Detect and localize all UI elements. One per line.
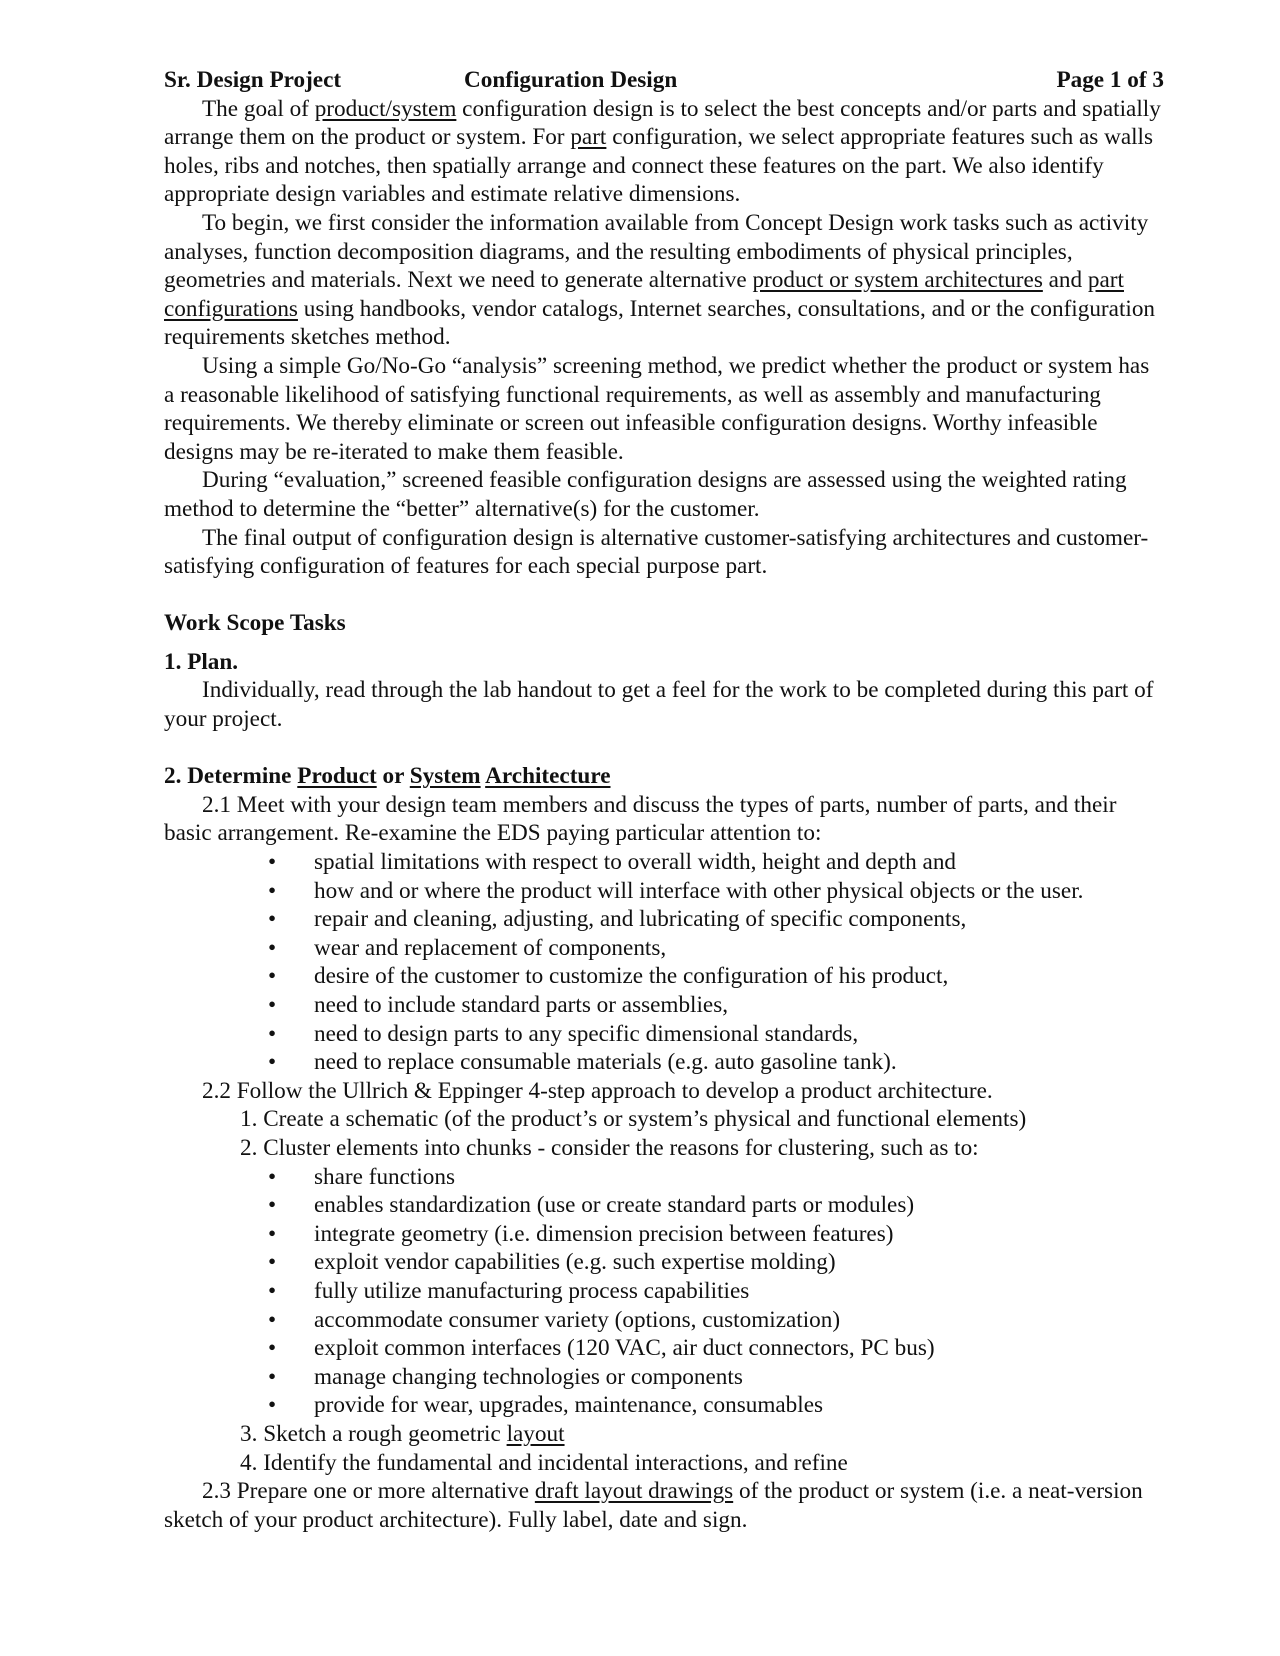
clustering-reasons-list <box>164 1163 1164 1420</box>
list-item: • provide for wear, upgrades, maintenance, consumables <box>268 1392 824 1419</box>
list-item: • desire of the customer to customize the configuration of his product, <box>268 963 949 990</box>
bullet-icon: • <box>268 906 277 933</box>
spacer <box>164 581 1164 610</box>
list-item: • share functions <box>268 1163 456 1190</box>
list-item: • manage changing technologies or components <box>268 1363 743 1390</box>
list-item: • wear and replacement of components, <box>268 934 667 961</box>
bullet-icon: • <box>268 1335 277 1362</box>
step-2-3-paragraph: 2.3 Prepare one or more alternative draft layout drawings of the product or system (i.e. a neat-version sketch of your product architecture). Fully label, date and sign. <box>164 1478 1143 1533</box>
bullet-icon: • <box>268 849 277 876</box>
intro-paragraph-2: To begin, we first consider the information available from Concept Design work tasks such as activity analyses, function decomposition diagrams, and the resulting embodiments of physical principles, geometries and materials. Next we need to generate alternative product or system architectures and part configurations using handbooks, vendor catalogs, Internet searches, consultations, and or the configuration requirements sketches method. <box>164 209 1156 351</box>
bullet-icon: • <box>268 934 277 961</box>
intro-paragraph-5: The final output of configuration design is alternative customer-satisfying architectures and customer-satisfying configuration of features for each special purpose part. <box>164 524 1149 580</box>
bullet-icon: • <box>268 963 277 990</box>
underlined-term: draft layout drawings <box>534 1478 734 1505</box>
underlined-term: product or system architectures <box>752 267 1043 294</box>
bullet-icon: • <box>268 1392 277 1419</box>
work-scope-heading: Work Scope Tasks <box>164 610 346 637</box>
bullet-icon: • <box>268 1306 277 1333</box>
list-item: • exploit vendor capabilities (e.g. such expertise molding) <box>268 1249 836 1276</box>
spacer <box>164 638 1164 648</box>
header-page-number: Page 1 of 3 <box>1056 67 1164 93</box>
list-item: • integrate geometry (i.e. dimension precision between features) <box>268 1220 894 1247</box>
list-item: • how and or where the product will interface with other physical objects or the user. <box>268 877 1084 904</box>
plan-paragraph: Individually, read through the lab handout to get a feel for the work to be completed during this part of your project. <box>164 677 1154 733</box>
bullet-icon: • <box>268 992 277 1018</box>
bullet-icon: • <box>268 1163 277 1190</box>
document-page <box>164 66 1164 1534</box>
step-2-2-paragraph: 2.2 Follow the Ullrich & Eppinger 4-step approach to develop a product architecture. <box>202 1077 993 1104</box>
underlined-term: product/system <box>314 95 457 122</box>
underlined-term: layout <box>506 1420 565 1447</box>
intro-paragraph-3: Using a simple Go/No-Go “analysis” screening method, we predict whether the product or system has a reasonable likelihood of satisfying functional requirements, as well as assembly and manufacturing requirements. We thereby eliminate or screen out infeasible configuration designs. Worthy infeasible designs may be re-iterated to make them feasible. <box>164 352 1150 465</box>
underlined-term: part configurations <box>164 267 1124 322</box>
bullet-icon: • <box>268 1049 277 1076</box>
list-item: • need to include standard parts or assemblies, <box>268 992 729 1018</box>
spacer <box>164 734 1164 763</box>
list-item: • spatial limitations with respect to overall width, height and depth and <box>268 849 957 876</box>
step-item-1: 1. Create a schematic (of the product’s or system’s physical and functional elements) <box>240 1106 1027 1133</box>
list-item: • accommodate consumer variety (options, customization) <box>268 1306 841 1333</box>
bullet-icon: • <box>268 1020 277 1047</box>
intro-paragraph-4: During “evaluation,” screened feasible configuration designs are assessed using the weighted rating method to determine the “better” alternative(s) for the customer. <box>164 467 1127 522</box>
plan-heading: 1. Plan. <box>164 648 239 675</box>
list-item: • exploit common interfaces (120 VAC, air duct connectors, PC bus) <box>268 1335 935 1362</box>
bullet-icon: • <box>268 1192 277 1219</box>
page-header <box>164 66 1164 95</box>
bullet-icon: • <box>268 1220 277 1247</box>
step-item-2: 2. Cluster elements into chunks - consider the reasons for clustering, such as to: <box>240 1134 979 1161</box>
step-item-3: 3. Sketch a rough geometric layout <box>240 1420 565 1447</box>
determine-heading: 2. Determine Product or System Architecture <box>164 763 611 790</box>
header-project: Sr. Design Project <box>164 67 342 93</box>
step-2-1-paragraph: 2.1 Meet with your design team members and discuss the types of parts, number of parts, and their basic arrangement. Re-examine the EDS paying particular attention to: <box>164 791 1117 847</box>
list-item: • need to design parts to any specific dimensional standards, <box>268 1020 859 1047</box>
list-item: • fully utilize manufacturing process capabilities <box>268 1277 750 1304</box>
intro-paragraph-1: The goal of product/system configuration design is to select the best concepts and/or parts and spatially arrange them on the product or system. For part configuration, we select appropriate features such as walls holes, ribs and notches, then spatially arrange and connect these features on the part. We also identify appropriate design variables and estimate relative dimensions. <box>164 95 1161 208</box>
bullet-icon: • <box>268 1277 277 1304</box>
list-item: • repair and cleaning, adjusting, and lubricating of specific components, <box>268 906 967 933</box>
list-item: • need to replace consumable materials (e.g. auto gasoline tank). <box>268 1049 897 1076</box>
bullet-icon: • <box>268 877 277 904</box>
header-title: Configuration Design <box>464 67 678 93</box>
step-item-4: 4. Identify the fundamental and incidental interactions, and refine <box>240 1449 848 1476</box>
list-item: • enables standardization (use or create standard parts or modules) <box>268 1192 915 1219</box>
eds-attention-list <box>164 848 1164 1077</box>
underlined-term: part <box>570 124 607 151</box>
bullet-icon: • <box>268 1363 277 1390</box>
bullet-icon: • <box>268 1249 277 1276</box>
